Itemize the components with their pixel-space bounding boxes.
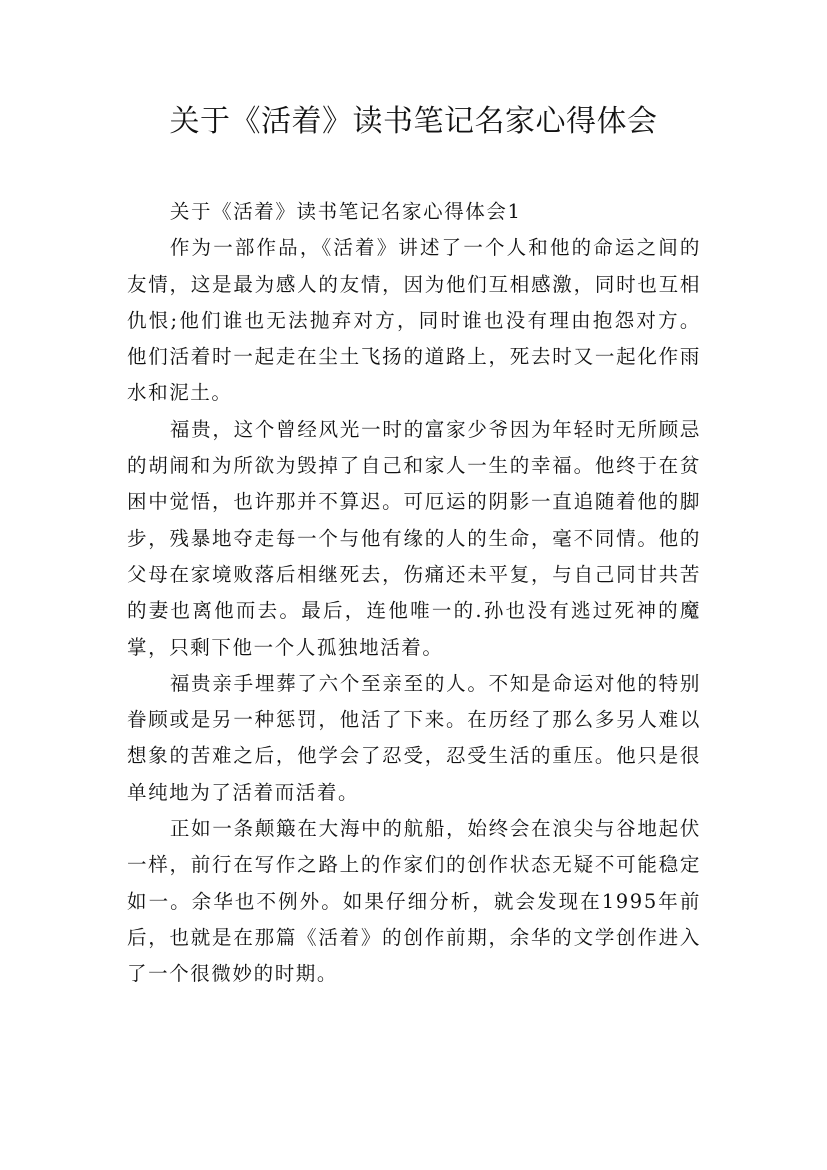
paragraph-1: 作为一部作品，《活着》讲述了一个人和他的命运之间的友情，这是最为感人的友情，因为他们互相感激，同时也互相仇恨;他们谁也无法抛弃对方，同时谁也没有理由抱怨对方。他们活着时一起走在尘土飞扬的道路上，死去时又一起化作雨水和泥土。 bbox=[127, 236, 701, 405]
paragraph-3: 福贵亲手埋葬了六个至亲至的人。不知是命运对他的特别眷顾或是另一种惩罚，他活了下来。在历经了那么多另人难以想象的苦难之后，他学会了忍受，忍受生活的重压。他只是很单纯地为了活着而活着。 bbox=[127, 671, 701, 804]
document-body bbox=[127, 194, 701, 993]
section-heading: 关于《活着》读书笔记名家心得体会1 bbox=[169, 200, 522, 223]
paragraph-2: 福贵，这个曾经风光一时的富家少爷因为年轻时无所顾忌的胡闹和为所欲为毁掉了自己和家人一生的幸福。他终于在贫困中觉悟，也许那并不算迟。可厄运的阴影一直追随着他的脚步，残暴地夺走每一个与他有缘的人的生命，毫不同情。他的父母在家境败落后相继死去，伤痛还未平复，与自己同甘共苦的妻也离他而去。最后，连他唯一的.孙也没有逃过死神的魔掌，只剩下他一个人孤独地活着。 bbox=[127, 417, 701, 659]
paragraph-4: 正如一条颠簸在大海中的航船，始终会在浪尖与谷地起伏一样，前行在写作之路上的作家们的创作状态无疑不可能稳定如一。余华也不例外。如果仔细分析，就会发现在1995年前后，也就是在那篇《活着》的创作前期，余华的文学创作进入了一个很微妙的时期。 bbox=[127, 817, 701, 986]
document-title: 关于《活着》读书笔记名家心得体会 bbox=[169, 104, 658, 139]
